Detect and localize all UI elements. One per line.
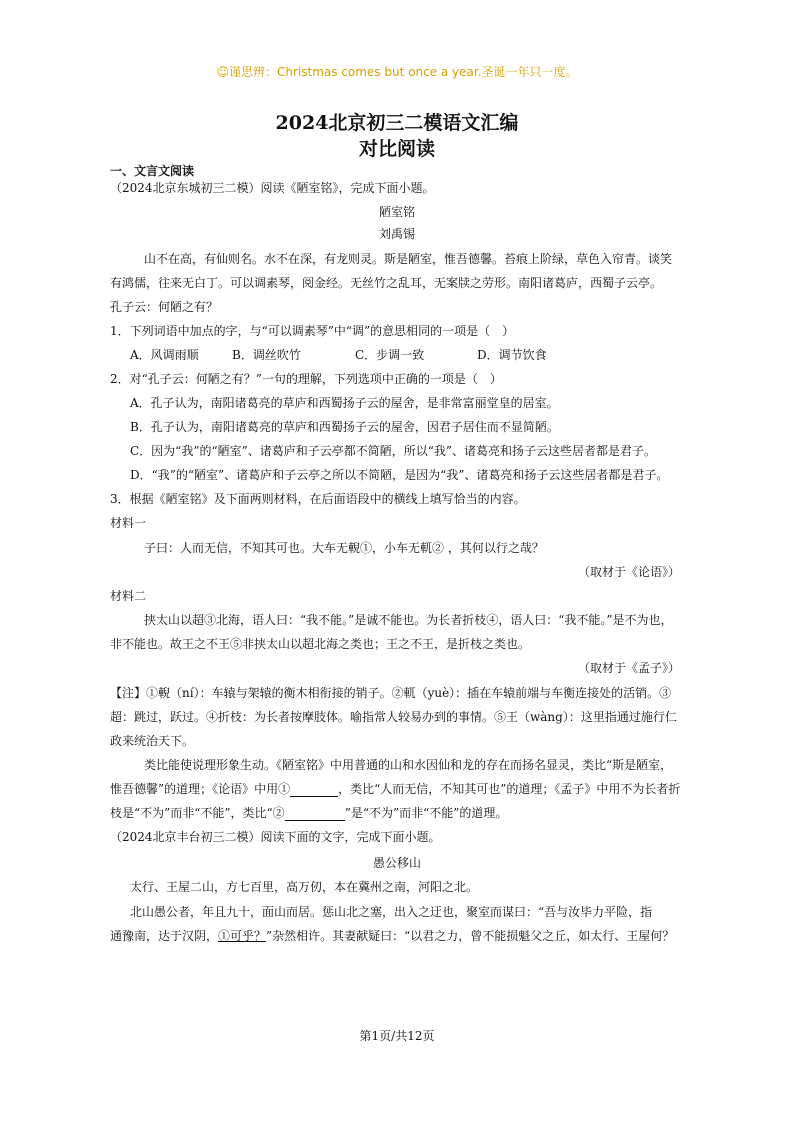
story-text: 通豫南，达于汉阴， — [110, 929, 219, 943]
section-heading: 一、文言文阅读 — [110, 164, 195, 178]
story-line — [110, 927, 674, 944]
notes-line: 超：跳过，跃过。④折枝：为长者按摩肢体。喻指常人较易办到的事情。⑤王（wàng）：这里指通过施行仁 — [110, 710, 677, 724]
question-1: 1．下列词语中加点的字，与“可以调素琴”中“调”的意思相同的一项是（ ） — [110, 324, 515, 338]
q2-option-b: B．孔子认为，南阳诸葛亮的草庐和西蜀扬子云的屋舍，因君子居住而不显简陋。 — [130, 420, 559, 434]
question-3: 3．根据《陋室铭》及下面两则材料，在后面语段中的横线上填写恰当的内容。 — [110, 492, 526, 506]
analysis-text: ，类比“人而无信，不知其可也”的道理；《孟子》中用不为长者折 — [338, 782, 681, 796]
material-2-label: 材料二 — [110, 589, 147, 603]
story-line: 太行、王屋二山，方七百里，高万仞，本在冀州之南，河阳之北。 — [130, 880, 479, 894]
source-line-1: （2024北京东城初三二模）阅读《陋室铭》，完成下面小题。 — [110, 181, 435, 195]
story-title: 愚公移山 — [372, 856, 421, 870]
doc-title: 2024北京初三二模语文汇编 — [275, 112, 519, 134]
page-header-quote: ☺谨思辨：Christmas comes but once a year.圣诞一年只一度。 — [216, 65, 578, 79]
material-1-text: 子曰：人而无信，不知其可也。大车无輗①，小车无軏② ，其何以行之哉？ — [144, 541, 544, 555]
page-footer: 第1页/共12页 — [359, 1029, 435, 1043]
analysis-paragraph — [110, 804, 507, 821]
fill-blank-1[interactable] — [290, 782, 338, 797]
notes-line: 【注】①輗（ní）：车辕与架辕的衡木相衔接的销子。②軏（yuè）：插在车辕前端与车衡连接处的活销。③ — [110, 686, 672, 700]
q2-option-c: C．因为“我”的“陋室”、诸葛庐和子云亭都不简陋，所以“我”、诸葛亮和扬子云这些居者都是君子。 — [130, 444, 656, 458]
q1-option-c: C．步调一致 — [355, 348, 425, 362]
poem-author: 刘禹锡 — [378, 227, 415, 241]
doc-subtitle: 对比阅读 — [358, 138, 435, 160]
source-line-2: （2024北京丰台初三二模）阅读下面的文字，完成下面小题。 — [110, 830, 441, 844]
question-2: 2．对“孔子云：何陋之有？”一句的理解，下列选项中正确的一项是（ ） — [110, 372, 502, 386]
story-text: ”杂然相许。其妻献疑曰：“以君之力，曾不能损魁父之丘，如太行、王屋何？ — [266, 929, 675, 943]
material-2-text: 挟太山以超③北海，语人曰：“我不能。”是诚不能也。为长者折枝④，语人曰：“我不能。”是不为也， — [144, 613, 673, 627]
q2-option-d: D．“我”的“陋室”、诸葛庐和子云亭之所以不简陋，是因为“我”、诸葛亮和扬子云这些居者都是君子。 — [130, 468, 669, 482]
q1-option-b: B．调丝吹竹 — [232, 348, 301, 362]
material-1-source: （取材于《论语》） — [577, 565, 680, 579]
analysis-text: 惟吾德馨”的道理；《论语》中用① — [110, 782, 291, 796]
poem-line: 有鸿儒，往来无白丁。可以调素琴，阅金经。无丝竹之乱耳，无案牍之劳形。南阳诸葛庐，西蜀子云亭。 — [110, 276, 663, 290]
story-line: 北山愚公者，年且九十，面山而居。惩山北之塞，出入之迂也，聚室而谋曰：“吾与汝毕力平险，指 — [130, 905, 653, 919]
fill-blank-2[interactable] — [285, 806, 345, 821]
poem-title: 陋室铭 — [378, 205, 415, 219]
material-1-label: 材料一 — [110, 516, 147, 530]
notes-line: 政来统治天下。 — [110, 734, 195, 748]
poem-line: 山不在高，有仙则名。水不在深，有龙则灵。斯是陋室，惟吾德馨。苔痕上阶绿，草色入帘青。谈笑 — [144, 252, 673, 266]
analysis-paragraph — [110, 780, 680, 797]
q2-option-a: A．孔子认为，南阳诸葛亮的草庐和西蜀扬子云的屋舍，是非常富丽堂皇的居室。 — [130, 396, 559, 410]
analysis-text: ”是“不为”而非“不能”的道理。 — [344, 806, 508, 820]
analysis-text: 枝是“不为”而非“不能”，类比“② — [110, 806, 285, 820]
underlined-phrase: ①可乎？ — [218, 929, 267, 943]
material-2-source: （取材于《孟子》） — [577, 661, 680, 675]
material-2-text: 非不能也。故王之不王⑤非挟太山以超北海之类也；王之不王，是折枝之类也。 — [110, 637, 531, 651]
q1-option-a: A．风调雨顺 — [130, 348, 199, 362]
analysis-paragraph: 类比能使说理形象生动。《陋室铭》中用普通的山和水因仙和龙的存在而扬名显灵，类比“斯是陋室， — [144, 758, 673, 772]
poem-line: 孔子云：何陋之有？ — [110, 300, 219, 314]
q1-option-d: D．调节饮食 — [477, 348, 547, 362]
